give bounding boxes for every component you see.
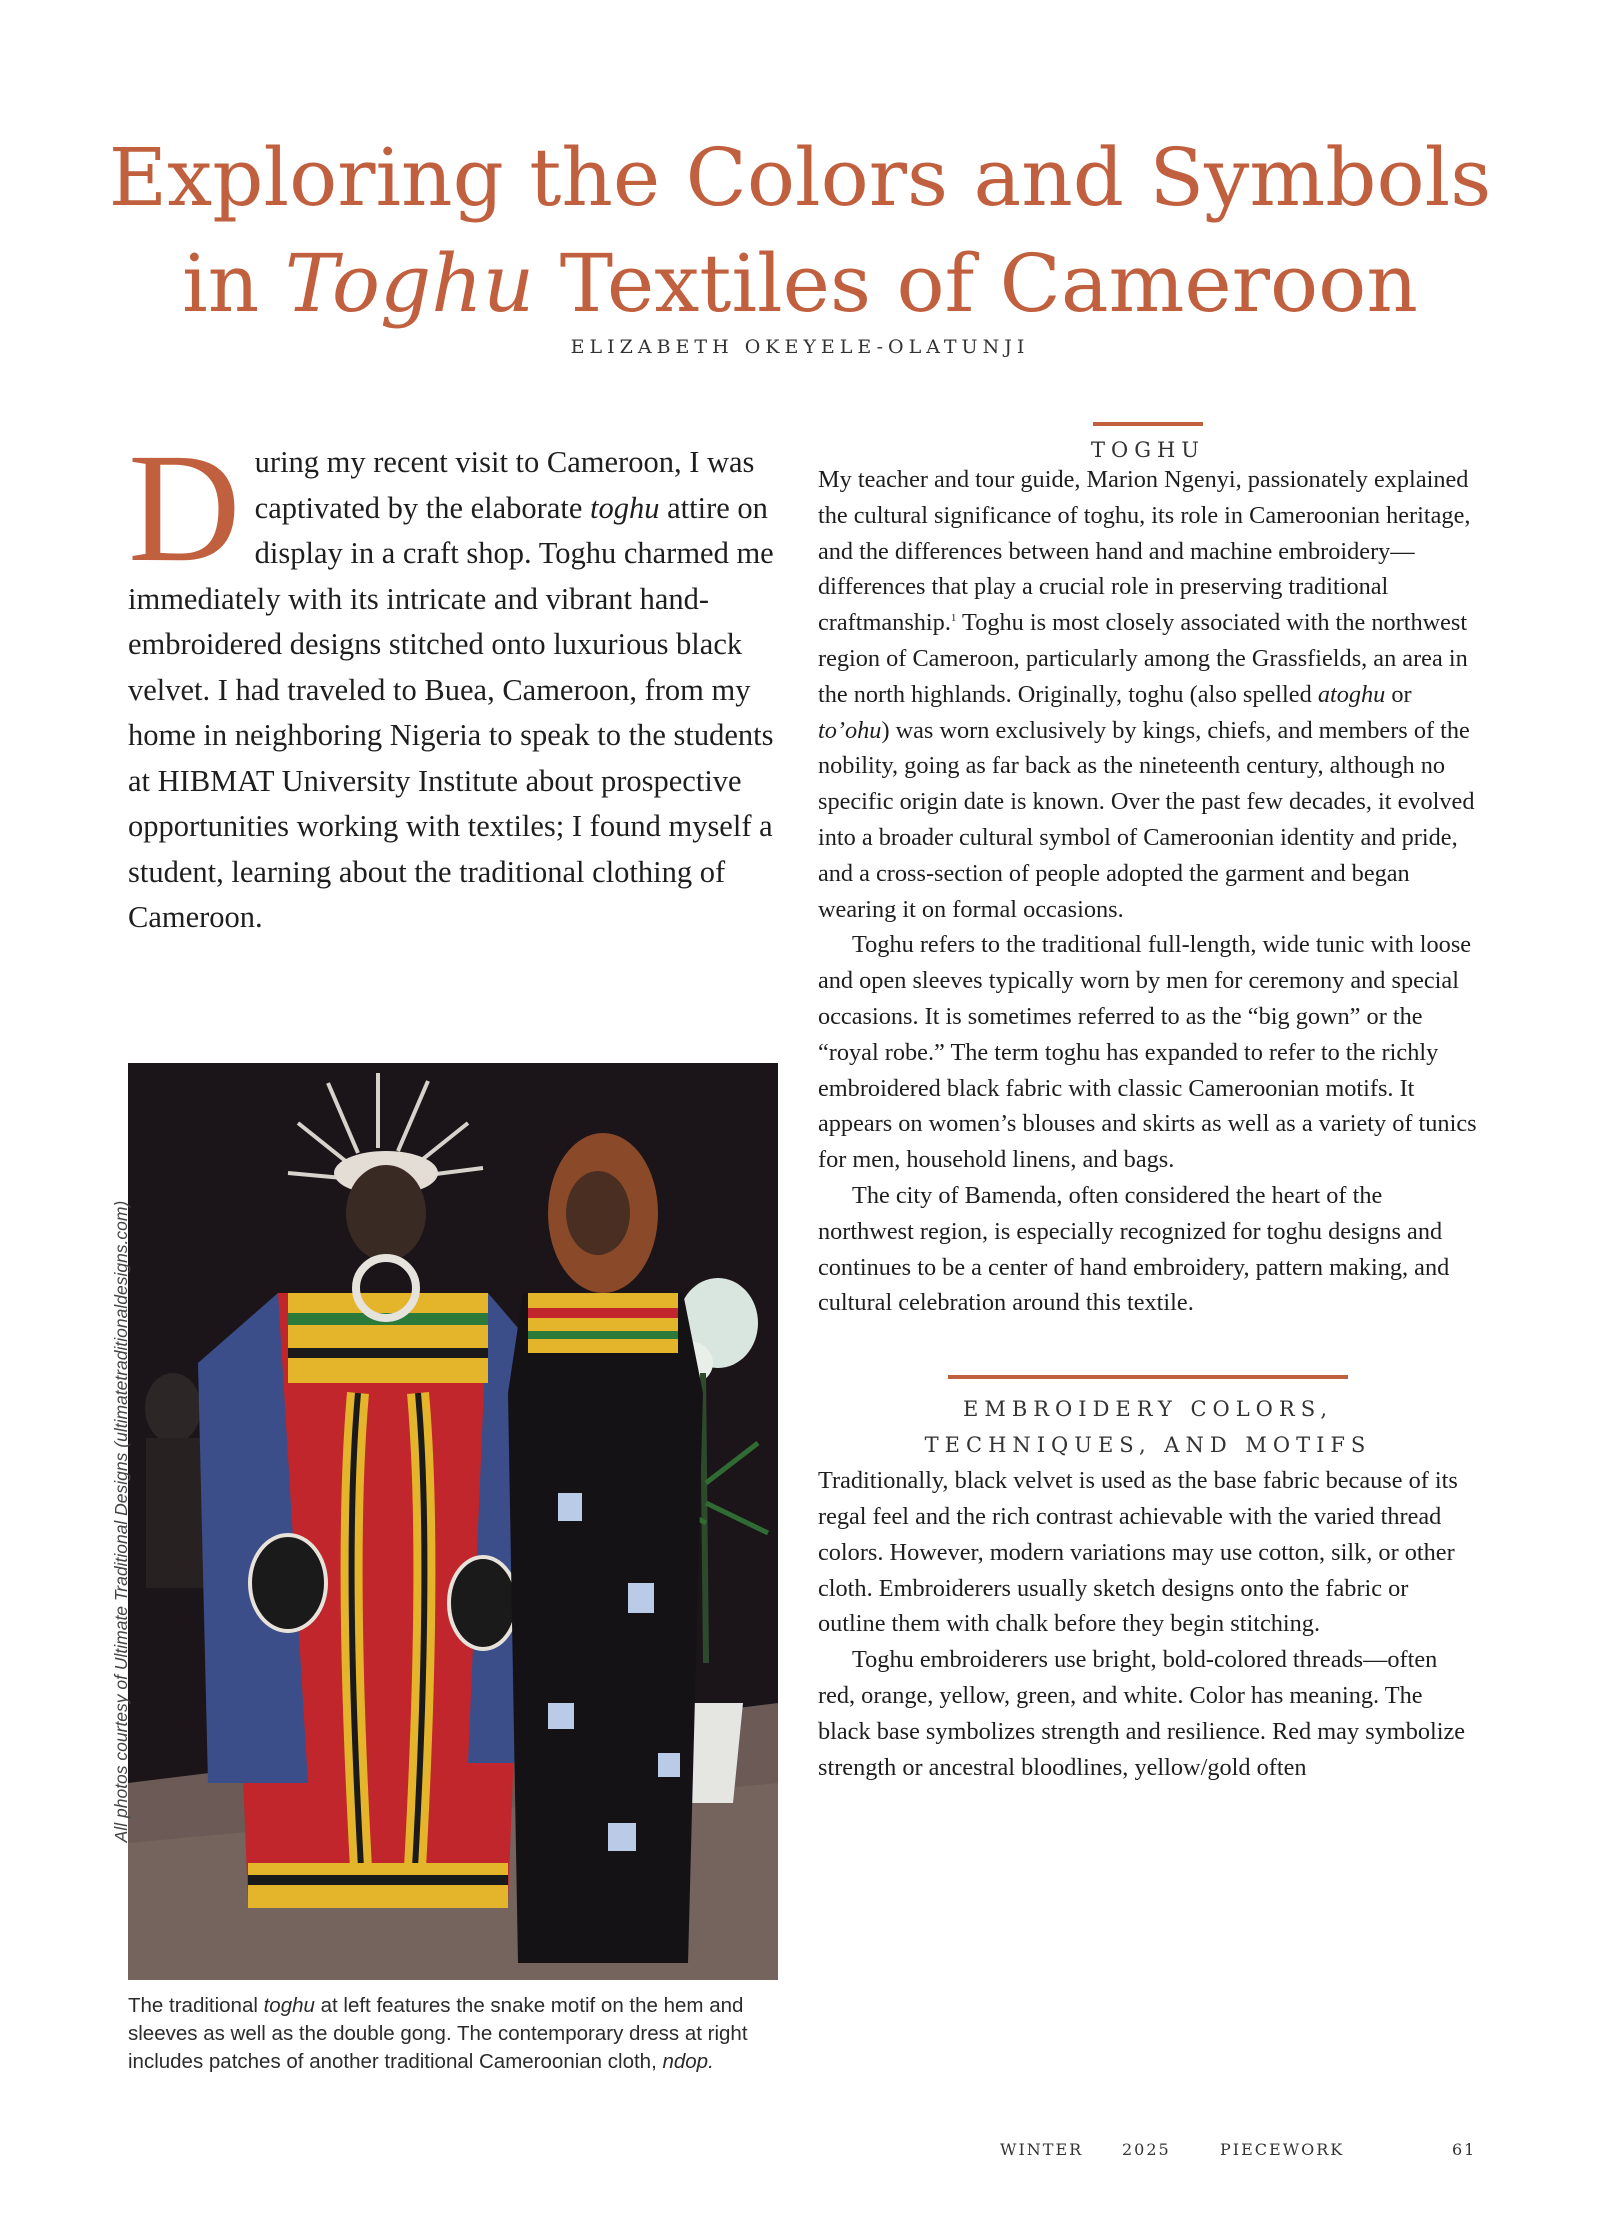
section-heading-embroidery-line-2: TECHNIQUES, AND MOTIFS: [924, 1433, 1372, 1458]
section-heading-toghu: TOGHU: [1090, 438, 1205, 462]
section-rule-toghu: [1093, 422, 1203, 426]
drop-cap: D: [128, 421, 241, 594]
intro-text-b: attire on display in a craft shop. Toghu charmed me immediately with its intricate and vibrant hand-embroidered designs stitched onto luxurious black velvet. I had traveled to Buea, Cameroon, from my home in neighboring Nigeria to speak to the students at HIBMAT University Institute about prospective opportunities working with textiles; I found myself a student, learning about the traditional clothing of Cameroon.: [128, 490, 774, 934]
caption-text-b: at left features the snake motif on the hem and sleeves as well as the double gong. The contemporary dress at right includes patches of another traditional Cameroonian cloth,: [128, 1994, 748, 2073]
photo-caption: [128, 1992, 788, 2076]
footnote-ref: 1: [950, 612, 957, 625]
toghu-p1-d: ) was worn exclusively by kings, chiefs, and members of the nobility, going as far back as the nineteenth century, although no specific origin date is known. Over the past few decades, it evolved into a broader cultural symbol of Cameroonian identity and pride, and a cross-section of people adopted the garment and began wearing it on formal occasions.: [818, 716, 1475, 923]
toghu-p1-italic-2: to’ohu: [818, 716, 882, 744]
footer-magazine: PIECEWORK: [1220, 2140, 1345, 2159]
toghu-photo: [128, 1063, 778, 1980]
title-line-2-pre: in: [182, 237, 285, 330]
toghu-paragraph-1: [818, 462, 1478, 927]
intro-paragraph: [128, 421, 780, 941]
article-title: [0, 125, 1600, 337]
section-heading-embroidery-line-1: EMBROIDERY COLORS,: [962, 1397, 1334, 1422]
caption-italic-1: toghu: [263, 1994, 315, 2017]
footer-season: WINTER: [1000, 2140, 1084, 2159]
section-rule-embroidery: [948, 1375, 1348, 1379]
title-line-2-post: Textiles of Cameroon: [534, 237, 1418, 330]
intro-text-a: uring my recent visit to Cameroon, I was captivated by the elaborate: [254, 445, 755, 525]
footer-year: 2025: [1122, 2140, 1171, 2159]
title-line-2-italic: Toghu: [284, 237, 535, 330]
right-column: [818, 422, 1478, 1785]
toghu-paragraph-3: The city of Bamenda, often considered the heart of the northwest region, is especially recognized for toghu designs and continues to be a center of hand embroidery, pattern making, and cultural celebration around this textile.: [818, 1181, 1450, 1317]
toghu-p1-b: Toghu is most closely associated with the northwest region of Cameroon, particularly among the Grassfields, an area in the north highlands. Originally, toghu (also spelled: [818, 609, 1468, 708]
caption-italic-2: ndop.: [662, 2050, 714, 2073]
title-line-1: Exploring the Colors and Symbols: [108, 131, 1492, 224]
intro-text-italic: toghu: [590, 490, 660, 525]
embroidery-paragraph-2: Toghu embroiderers use bright, bold-colored threads—often red, orange, yellow, green, and white. Color has meaning. The black base symbolizes strength and resilience. Red may symbolize strength or ancestral bloodlines, yellow/gold often: [818, 1646, 1466, 1781]
toghu-p1-c: or: [1385, 680, 1412, 708]
embroidery-paragraph-1: Traditionally, black velvet is used as the base fabric because of its regal feel and the rich contrast achievable with the varied thread colors. However, modern variations may use cotton, silk, or other cloth. Embroiderers usually sketch designs onto the fabric or outline them with chalk before they begin stitching.: [818, 1467, 1458, 1638]
toghu-p1-italic-1: atoghu: [1317, 680, 1386, 708]
toghu-p1-a: My teacher and tour guide, Marion Ngenyi, passionately explained the cultural significance of toghu, its role in Cameroonian heritage, and the differences between hand and machine embroidery—differences that play a crucial role in preserving traditional craftmanship.: [818, 466, 1471, 637]
section-heading-embroidery: [818, 1391, 1478, 1463]
toghu-paragraph-2: Toghu refers to the traditional full-length, wide tunic with loose and open sleeves typically worn by men for ceremony and special occasions. It is sometimes referred to as the “big gown” or the “royal robe.” The term toghu has expanded to refer to the richly embroidered black fabric with classic Cameroonian motifs. It appears on women’s blouses and skirts as well as a variety of tunics for men, household linens, and bags.: [818, 931, 1477, 1174]
caption-text-a: The traditional: [128, 1994, 264, 2017]
author-byline: ELIZABETH OKEYELE-OLATUNJI: [570, 336, 1030, 358]
page-number: 61: [1452, 2140, 1477, 2159]
photo-credit: All photos courtesy of Ultimate Traditional Designs (ultimatetraditionaldesigns.com): [111, 1200, 131, 1843]
